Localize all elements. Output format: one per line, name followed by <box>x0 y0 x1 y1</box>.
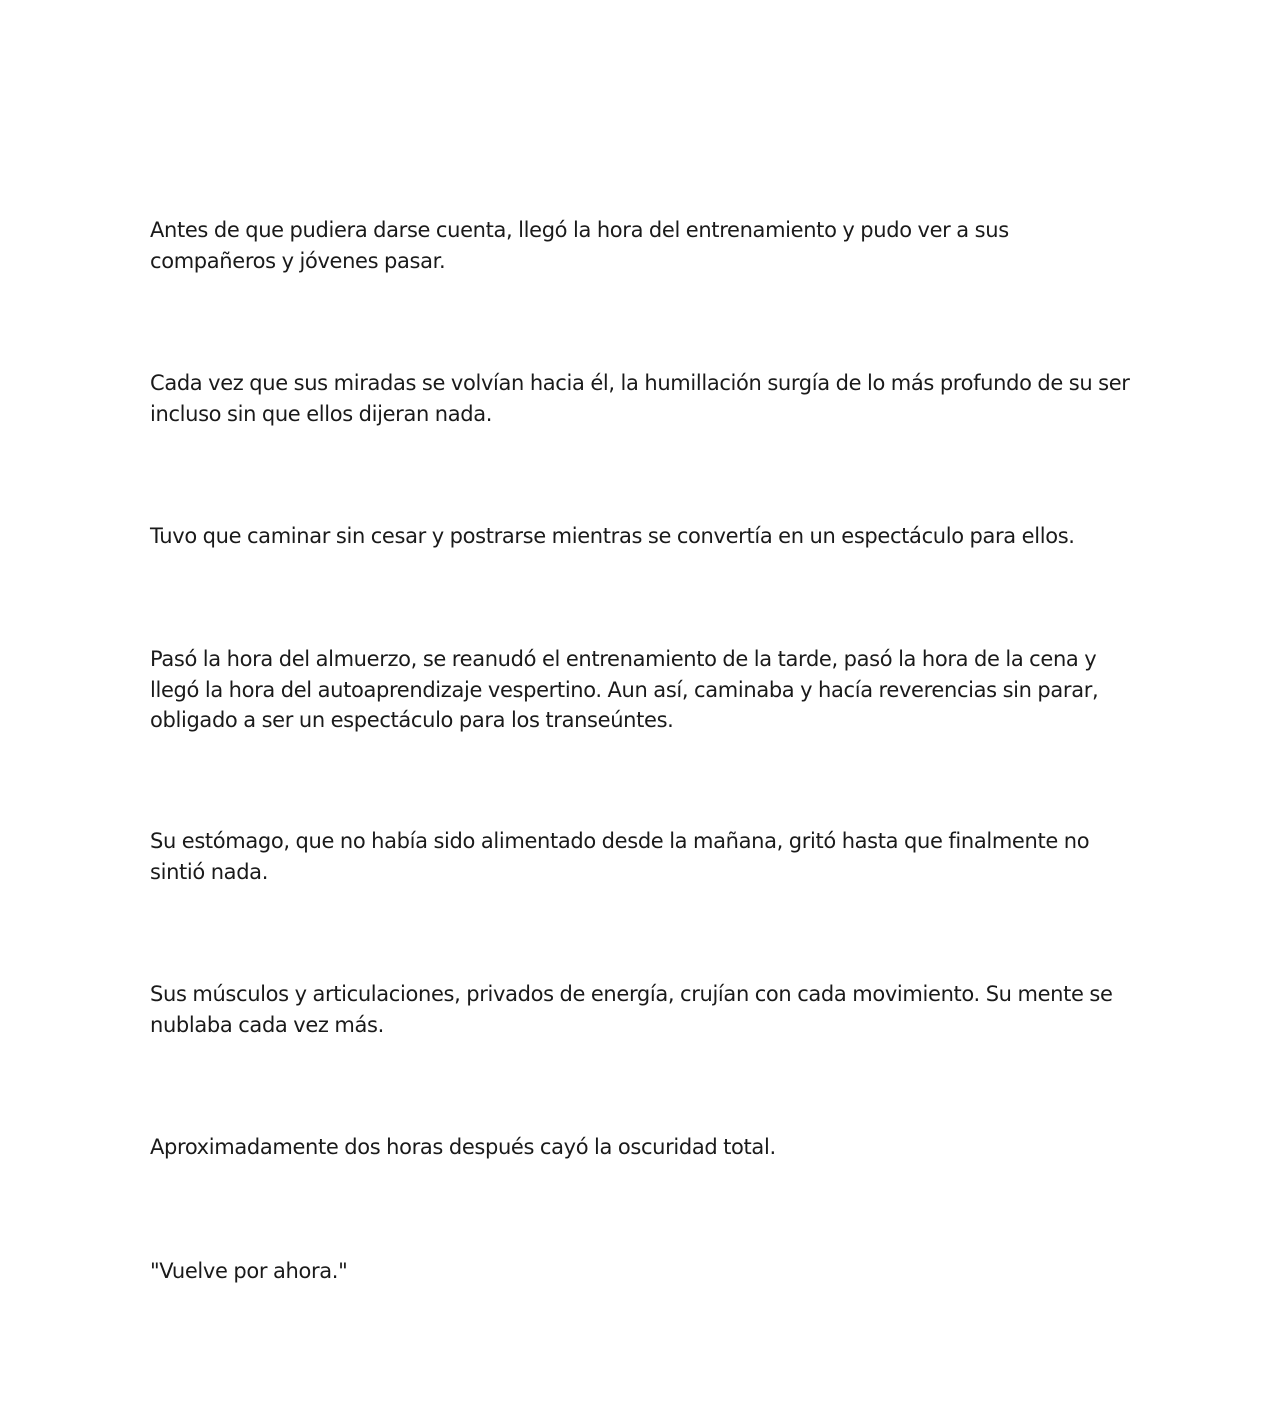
paragraph-6: Sus músculos y articulaciones, privados de energía, crujían con cada movimiento. Su mente se nublaba cada vez más. <box>150 982 1113 1037</box>
paragraph-4: Pasó la hora del almuerzo, se reanudó el entrenamiento de la tarde, pasó la hora de la cena y llegó la hora del autoaprendizaje vespertino. Aun así, caminaba y hacía reverencias sin parar, obligado a ser un espectáculo para los transeúntes. <box>150 647 1099 732</box>
paragraph-8: "Vuelve por ahora." <box>150 1259 348 1283</box>
paragraph-2: Cada vez que sus miradas se volvían hacia él, la humillación surgía de lo más profundo de su ser incluso sin que ellos dijeran nada. <box>150 371 1130 426</box>
paragraph-5: Su estómago, que no había sido alimentado desde la mañana, gritó hasta que finalmente no sintió nada. <box>150 829 1090 884</box>
paragraph-7: Aproximadamente dos horas después cayó la oscuridad total. <box>150 1135 776 1159</box>
paragraph-1: Antes de que pudiera darse cuenta, llegó la hora del entrenamiento y pudo ver a sus compañeros y jóvenes pasar. <box>150 218 1009 273</box>
paragraph-3: Tuvo que caminar sin cesar y postrarse mientras se convertía en un espectáculo para ellos. <box>150 524 1075 548</box>
